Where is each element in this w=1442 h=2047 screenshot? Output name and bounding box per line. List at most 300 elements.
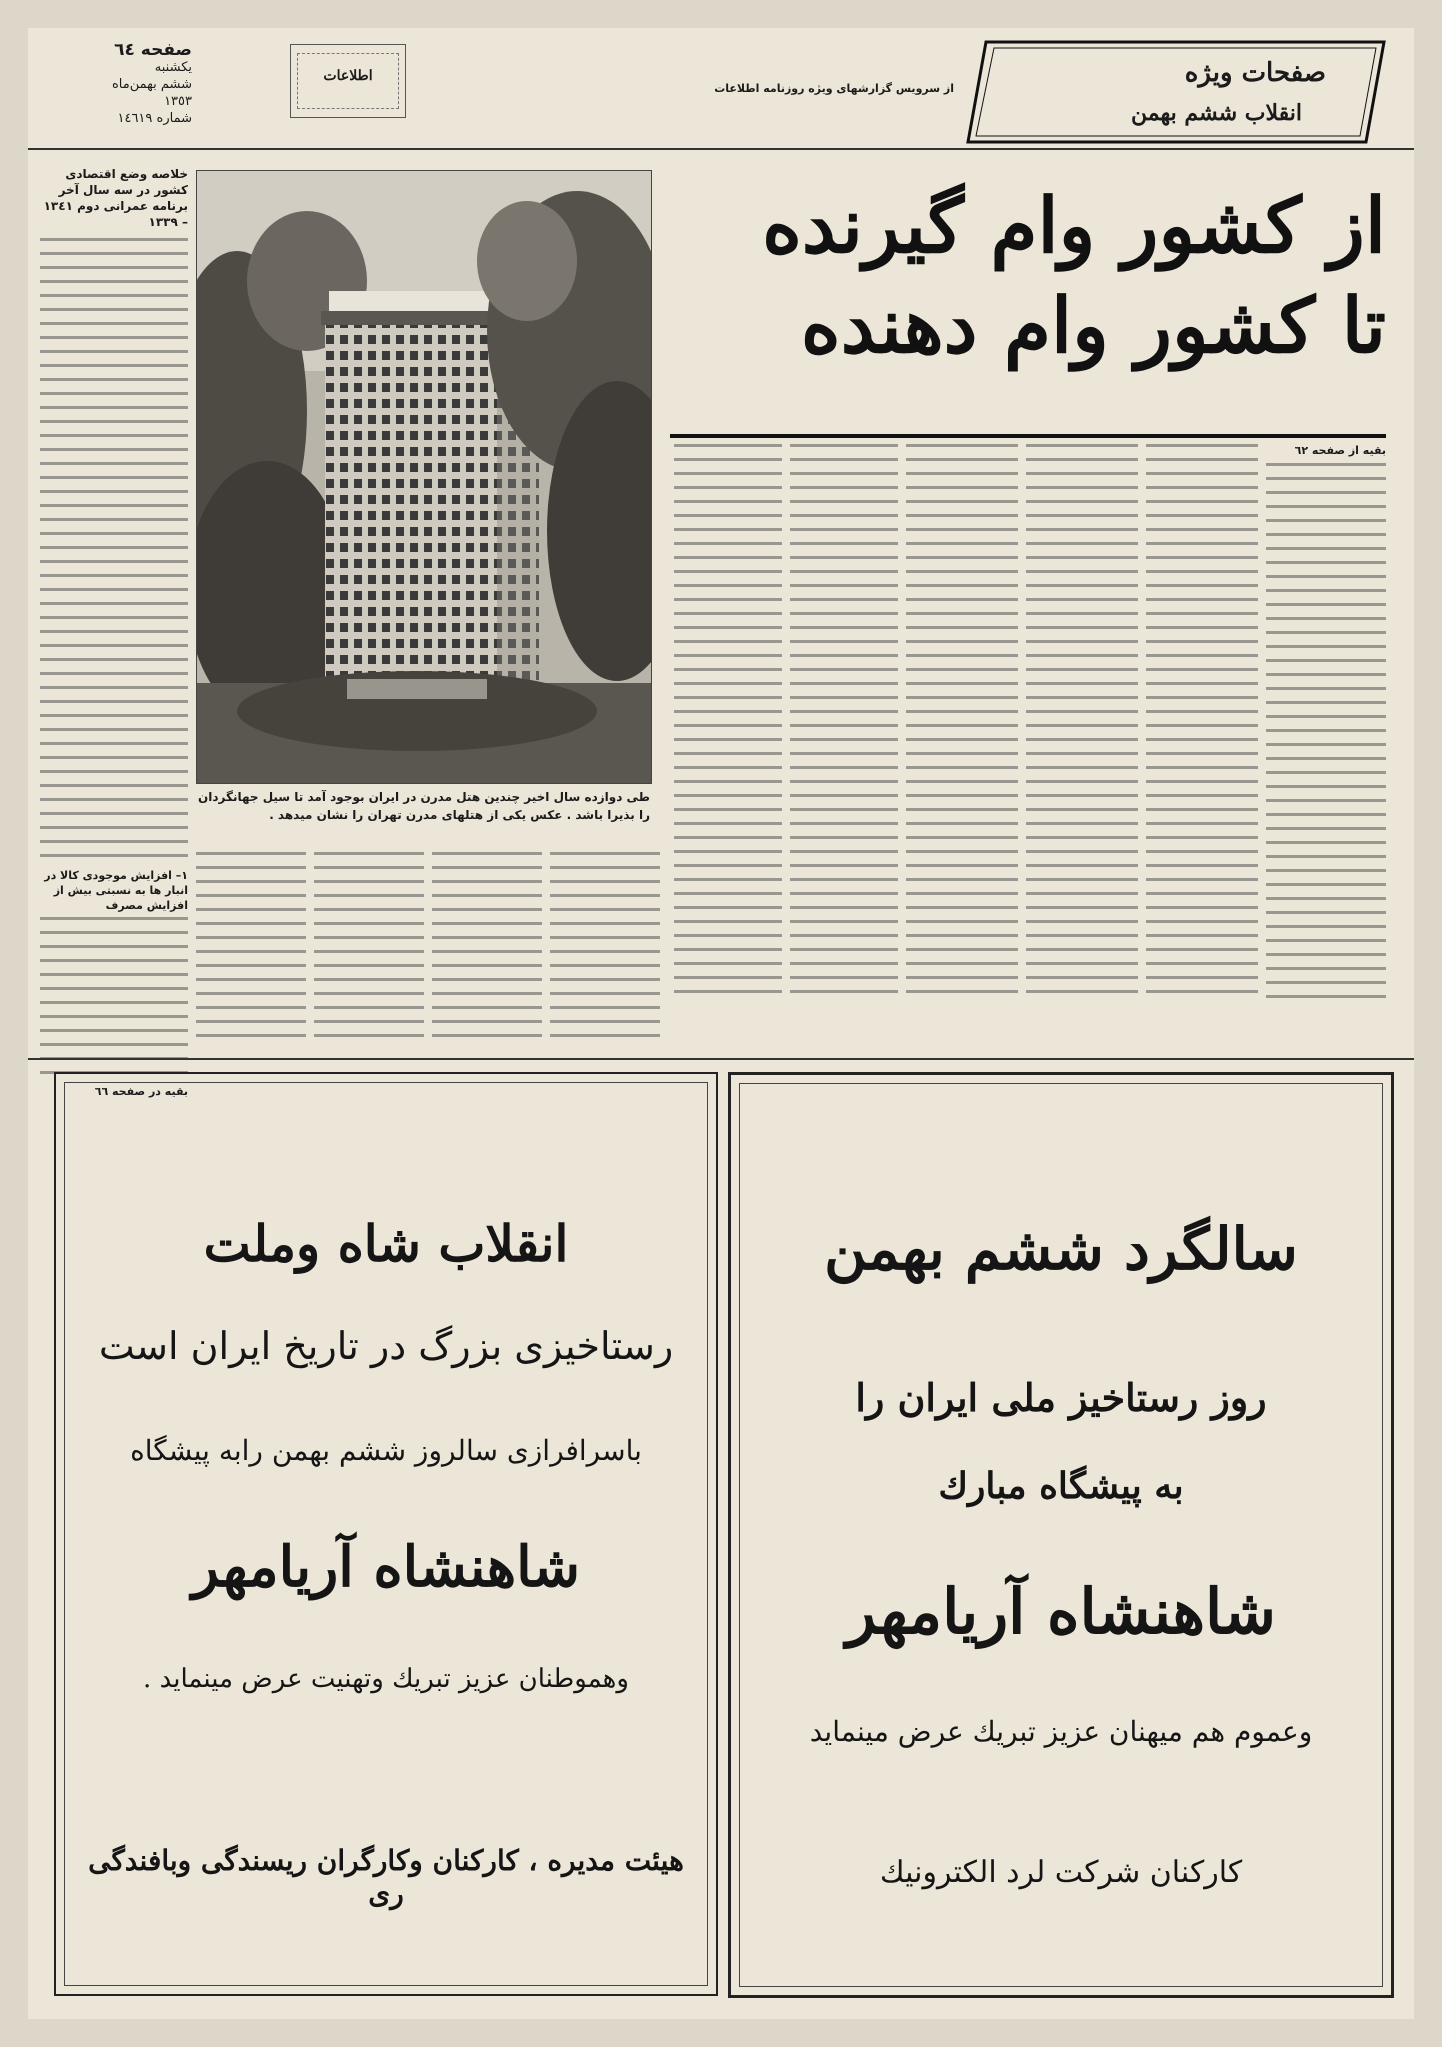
- text-line: [1266, 701, 1386, 704]
- text-line: [1266, 659, 1386, 662]
- text-line: [40, 546, 188, 549]
- left-column: [40, 166, 188, 1098]
- text-line: [906, 696, 1018, 699]
- text-line: [906, 598, 1018, 601]
- continued-from: بقيه از صفحه ٦٢: [1294, 444, 1386, 457]
- text-line: [1026, 472, 1138, 475]
- text-line: [674, 738, 782, 741]
- text-line: [40, 630, 188, 633]
- text-line: [1146, 626, 1258, 629]
- advertisement-lord-electronic: [728, 1072, 1394, 1998]
- text-line: [550, 964, 660, 967]
- text-line: [40, 616, 188, 619]
- text-line: [674, 710, 782, 713]
- text-line: [1146, 500, 1258, 503]
- text-line: [674, 528, 782, 531]
- text-line: [40, 448, 188, 451]
- text-line: [674, 836, 782, 839]
- text-line: [1266, 631, 1386, 634]
- text-line: [1266, 771, 1386, 774]
- text-line: [1026, 612, 1138, 615]
- ad-left-signature: هيئت مديره ، كاركنان وكارگران ريسندگی وبافندگی ری: [88, 1844, 684, 1910]
- text-line: [432, 908, 542, 911]
- text-line: [906, 444, 1018, 447]
- text-line: [314, 964, 424, 967]
- bottom-column-2: [314, 852, 424, 1048]
- text-line: [314, 908, 424, 911]
- text-line: [432, 978, 542, 981]
- text-line: [790, 752, 898, 755]
- text-line: [906, 724, 1018, 727]
- text-line: [1026, 738, 1138, 741]
- text-line: [790, 458, 898, 461]
- text-line: [674, 486, 782, 489]
- text-line: [1146, 584, 1258, 587]
- text-line: [790, 808, 898, 811]
- text-line: [314, 978, 424, 981]
- bottom-column-4: [550, 852, 660, 1048]
- text-line: [196, 978, 306, 981]
- text-line: [674, 822, 782, 825]
- text-line: [790, 486, 898, 489]
- ad-right-line-5: وعموم هم ميهنان عزيز تبريك عرض مينمايد: [809, 1715, 1313, 1748]
- hotel-photo: [196, 170, 652, 784]
- text-line: [40, 728, 188, 731]
- text-line: [1146, 822, 1258, 825]
- text-line: [790, 822, 898, 825]
- text-line: [314, 1034, 424, 1037]
- text-line: [906, 682, 1018, 685]
- text-line: [790, 654, 898, 657]
- text-line: [1026, 724, 1138, 727]
- text-line: [40, 672, 188, 675]
- text-line: [1266, 715, 1386, 718]
- text-line: [432, 1006, 542, 1009]
- text-line: [790, 542, 898, 545]
- text-line: [196, 964, 306, 967]
- text-line: [314, 1020, 424, 1023]
- text-line: [790, 836, 898, 839]
- text-line: [674, 584, 782, 587]
- advertisement-ray-textile: [54, 1072, 718, 1996]
- section-title: صفحات ويژه: [1184, 58, 1326, 88]
- text-line: [40, 917, 188, 920]
- text-line: [1266, 687, 1386, 690]
- text-line: [40, 798, 188, 801]
- masthead: [28, 28, 1414, 150]
- text-line: [1146, 836, 1258, 839]
- text-line: [40, 308, 188, 311]
- text-line: [1026, 780, 1138, 783]
- text-line: [1026, 500, 1138, 503]
- text-line: [40, 434, 188, 437]
- text-line: [314, 894, 424, 897]
- text-line: [790, 472, 898, 475]
- left-column-title: خلاصه وضع اقتصادی كشور در سه سال آخر برنامه عمرانی دوم ١٣٤١ – ١٣٣٩: [43, 167, 188, 229]
- text-line: [196, 866, 306, 869]
- text-line: [40, 812, 188, 815]
- text-line: [674, 598, 782, 601]
- text-line: [1146, 444, 1258, 447]
- text-line: [1266, 645, 1386, 648]
- text-line: [790, 556, 898, 559]
- text-line: [196, 908, 306, 911]
- text-line: [40, 714, 188, 717]
- text-line: [1146, 458, 1258, 461]
- text-line: [40, 476, 188, 479]
- text-line: [1266, 799, 1386, 802]
- text-line: [40, 392, 188, 395]
- text-line: [1026, 822, 1138, 825]
- text-line: [432, 936, 542, 939]
- text-line: [40, 336, 188, 339]
- text-line: [790, 696, 898, 699]
- text-line: [314, 922, 424, 925]
- text-line: [432, 880, 542, 883]
- text-line: [674, 808, 782, 811]
- column-text: [550, 852, 660, 1037]
- text-line: [790, 444, 898, 447]
- text-line: [40, 602, 188, 605]
- text-line: [790, 584, 898, 587]
- left-column-subhead: ١– افزايش موجودی كالا در انبار ها به نسبتی بيش از افزايش مصرف: [44, 869, 188, 912]
- text-line: [674, 542, 782, 545]
- text-line: [1266, 463, 1386, 466]
- text-line: [790, 598, 898, 601]
- text-line: [790, 626, 898, 629]
- text-line: [906, 542, 1018, 545]
- text-line: [314, 936, 424, 939]
- text-line: [674, 626, 782, 629]
- text-line: [40, 266, 188, 269]
- text-line: [1026, 556, 1138, 559]
- text-line: [790, 738, 898, 741]
- text-line: [674, 724, 782, 727]
- text-line: [1146, 668, 1258, 671]
- text-line: [314, 880, 424, 883]
- left-column-text-block-2: [40, 917, 188, 1074]
- text-line: [906, 458, 1018, 461]
- section-subtitle: انقلاب ششم بهمن: [1131, 100, 1302, 126]
- text-line: [1146, 682, 1258, 685]
- text-line: [1266, 533, 1386, 536]
- text-line: [1146, 780, 1258, 783]
- text-line: [1266, 603, 1386, 606]
- text-line: [1266, 617, 1386, 620]
- text-line: [790, 528, 898, 531]
- text-line: [314, 1006, 424, 1009]
- text-line: [1266, 841, 1386, 844]
- text-line: [550, 908, 660, 911]
- ad-right-signature: كاركنان شركت لرد الكترونيك: [879, 1855, 1243, 1890]
- text-line: [906, 514, 1018, 517]
- text-line: [40, 742, 188, 745]
- text-line: [196, 992, 306, 995]
- text-line: [1026, 696, 1138, 699]
- text-line: [1026, 710, 1138, 713]
- text-line: [674, 472, 782, 475]
- text-line: [906, 808, 1018, 811]
- text-line: [906, 640, 1018, 643]
- text-line: [1026, 836, 1138, 839]
- text-line: [1026, 654, 1138, 657]
- text-line: [906, 668, 1018, 671]
- text-line: [1266, 785, 1386, 788]
- text-line: [40, 294, 188, 297]
- text-line: [674, 500, 782, 503]
- text-line: [550, 936, 660, 939]
- page-number: صفحه ٦٤: [114, 40, 192, 60]
- text-line: [1146, 738, 1258, 741]
- text-line: [550, 894, 660, 897]
- text-line: [40, 280, 188, 283]
- text-line: [40, 1001, 188, 1004]
- text-line: [674, 612, 782, 615]
- text-line: [1266, 757, 1386, 760]
- text-line: [906, 794, 1018, 797]
- text-line: [40, 826, 188, 829]
- text-line: [314, 852, 424, 855]
- ad-right-line-3: به پيشگاه مبارك: [938, 1465, 1184, 1507]
- text-line: [40, 462, 188, 465]
- text-line: [790, 710, 898, 713]
- text-line: [1026, 514, 1138, 517]
- text-line: [40, 854, 188, 857]
- text-line: [432, 852, 542, 855]
- text-line: [40, 973, 188, 976]
- text-line: [790, 794, 898, 797]
- text-line: [674, 668, 782, 671]
- bottom-text-band: [196, 852, 1386, 1048]
- text-line: [1146, 598, 1258, 601]
- text-line: [1146, 752, 1258, 755]
- text-line: [790, 514, 898, 517]
- text-line: [674, 752, 782, 755]
- text-line: [674, 514, 782, 517]
- text-line: [1026, 626, 1138, 629]
- text-line: [196, 880, 306, 883]
- text-line: [40, 1015, 188, 1018]
- text-line: [40, 784, 188, 787]
- newspaper-page: [28, 28, 1414, 2019]
- text-line: [314, 950, 424, 953]
- text-line: [1026, 794, 1138, 797]
- text-line: [40, 686, 188, 689]
- text-line: [1146, 556, 1258, 559]
- text-line: [40, 490, 188, 493]
- text-line: [790, 780, 898, 783]
- photo-caption: طی دوازده سال اخير چندين هتل مدرن در ايران بوجود آمد تا سيل جهانگردان را بذيرا باشد . عكس يكی از هتلهای مدرن تهران را نشان ميدهد .: [197, 790, 650, 822]
- text-line: [1146, 654, 1258, 657]
- text-line: [1266, 547, 1386, 550]
- column-text: [314, 852, 424, 1037]
- text-line: [1266, 589, 1386, 592]
- issue-date: ششم بهمن‌ماه: [111, 77, 192, 92]
- text-line: [790, 612, 898, 615]
- text-line: [40, 518, 188, 521]
- text-line: [1026, 444, 1138, 447]
- text-line: [906, 556, 1018, 559]
- text-line: [906, 626, 1018, 629]
- text-line: [432, 992, 542, 995]
- text-line: [40, 420, 188, 423]
- text-line: [550, 978, 660, 981]
- text-line: [790, 682, 898, 685]
- text-line: [1026, 682, 1138, 685]
- text-line: [674, 640, 782, 643]
- text-line: [40, 987, 188, 990]
- text-line: [1026, 570, 1138, 573]
- text-line: [1266, 813, 1386, 816]
- text-line: [674, 458, 782, 461]
- text-line: [314, 866, 424, 869]
- text-line: [40, 406, 188, 409]
- text-line: [40, 322, 188, 325]
- text-line: [40, 238, 188, 241]
- text-line: [1146, 472, 1258, 475]
- logo-frame: [297, 53, 399, 109]
- text-line: [40, 658, 188, 661]
- hotel-building-image: [197, 171, 651, 783]
- text-line: [432, 1034, 542, 1037]
- text-line: [550, 922, 660, 925]
- text-line: [906, 612, 1018, 615]
- main-headline: [670, 176, 1386, 376]
- bottom-column-1: [196, 852, 306, 1048]
- text-line: [196, 1034, 306, 1037]
- text-line: [1026, 668, 1138, 671]
- text-line: [1266, 673, 1386, 676]
- text-line: [1146, 542, 1258, 545]
- page-info: [42, 42, 192, 127]
- column-text: [196, 852, 306, 1037]
- text-line: [1026, 766, 1138, 769]
- text-line: [40, 644, 188, 647]
- left-column-text-block-1: [40, 238, 188, 857]
- bottom-column-3: [432, 852, 542, 1048]
- text-line: [432, 964, 542, 967]
- page-divider: [28, 1058, 1414, 1060]
- text-line: [674, 794, 782, 797]
- text-line: [790, 640, 898, 643]
- text-line: [40, 350, 188, 353]
- text-line: [1026, 640, 1138, 643]
- text-line: [432, 866, 542, 869]
- text-line: [674, 444, 782, 447]
- text-line: [906, 822, 1018, 825]
- text-line: [1146, 808, 1258, 811]
- column-text: [432, 852, 542, 1037]
- text-line: [790, 766, 898, 769]
- text-line: [906, 766, 1018, 769]
- logo-text: اطلاعات: [323, 68, 373, 84]
- text-line: [1266, 519, 1386, 522]
- text-line: [432, 894, 542, 897]
- text-line: [1026, 584, 1138, 587]
- text-line: [1146, 766, 1258, 769]
- text-line: [550, 950, 660, 953]
- text-line: [40, 574, 188, 577]
- ad-left-line-1: انقلاب شاه وملت: [203, 1214, 569, 1273]
- text-line: [1146, 724, 1258, 727]
- text-line: [40, 1043, 188, 1046]
- text-line: [40, 504, 188, 507]
- text-line: [1146, 514, 1258, 517]
- text-line: [674, 780, 782, 783]
- text-line: [196, 1020, 306, 1023]
- text-line: [196, 950, 306, 953]
- text-line: [790, 668, 898, 671]
- issue-number: شماره ١٤٦١٩: [117, 111, 192, 126]
- text-line: [790, 570, 898, 573]
- text-line: [1266, 827, 1386, 830]
- text-line: [40, 532, 188, 535]
- text-line: [674, 682, 782, 685]
- text-line: [906, 780, 1018, 783]
- text-line: [906, 528, 1018, 531]
- issue-year: ١٣٥٣: [164, 94, 192, 109]
- text-line: [1146, 612, 1258, 615]
- text-line: [906, 836, 1018, 839]
- text-line: [550, 1034, 660, 1037]
- weekday: يكشنبه: [154, 60, 192, 75]
- text-line: [40, 588, 188, 591]
- text-line: [790, 500, 898, 503]
- text-line: [1146, 528, 1258, 531]
- text-line: [314, 992, 424, 995]
- text-line: [906, 500, 1018, 503]
- text-line: [906, 654, 1018, 657]
- headline-rule: [670, 434, 1386, 438]
- text-line: [432, 950, 542, 953]
- text-line: [1026, 598, 1138, 601]
- text-line: [1146, 794, 1258, 797]
- text-line: [196, 936, 306, 939]
- text-line: [40, 945, 188, 948]
- text-line: [1026, 542, 1138, 545]
- text-line: [674, 570, 782, 573]
- ad-right-line-2: روز رستاخيز ملی ايران را: [855, 1375, 1267, 1420]
- ad-left-line-4: شاهنشاه آريامهر: [191, 1534, 581, 1600]
- text-line: [1266, 477, 1386, 480]
- text-line: [906, 472, 1018, 475]
- text-line: [1146, 640, 1258, 643]
- text-line: [1266, 743, 1386, 746]
- text-line: [674, 696, 782, 699]
- text-line: [906, 584, 1018, 587]
- service-line: از سرويس گزارشهای ويژه روزنامه اطلاعات: [714, 82, 954, 95]
- text-line: [196, 894, 306, 897]
- text-line: [550, 1020, 660, 1023]
- text-line: [1266, 729, 1386, 732]
- text-line: [906, 752, 1018, 755]
- section-banner: [966, 40, 1386, 144]
- section-banner-frame: [966, 40, 1386, 144]
- text-line: [40, 378, 188, 381]
- newspaper-logo: [290, 44, 406, 118]
- text-line: [40, 700, 188, 703]
- headline-line-1: از كشور وام گيرنده: [762, 181, 1386, 270]
- text-line: [550, 866, 660, 869]
- ad-left-line-2: رستاخيزی بزرگ در تاريخ ايران است: [98, 1324, 674, 1368]
- text-line: [1146, 696, 1258, 699]
- text-line: [1146, 570, 1258, 573]
- text-line: [550, 880, 660, 883]
- text-line: [1266, 561, 1386, 564]
- text-line: [1266, 575, 1386, 578]
- text-line: [1026, 752, 1138, 755]
- text-line: [550, 1006, 660, 1009]
